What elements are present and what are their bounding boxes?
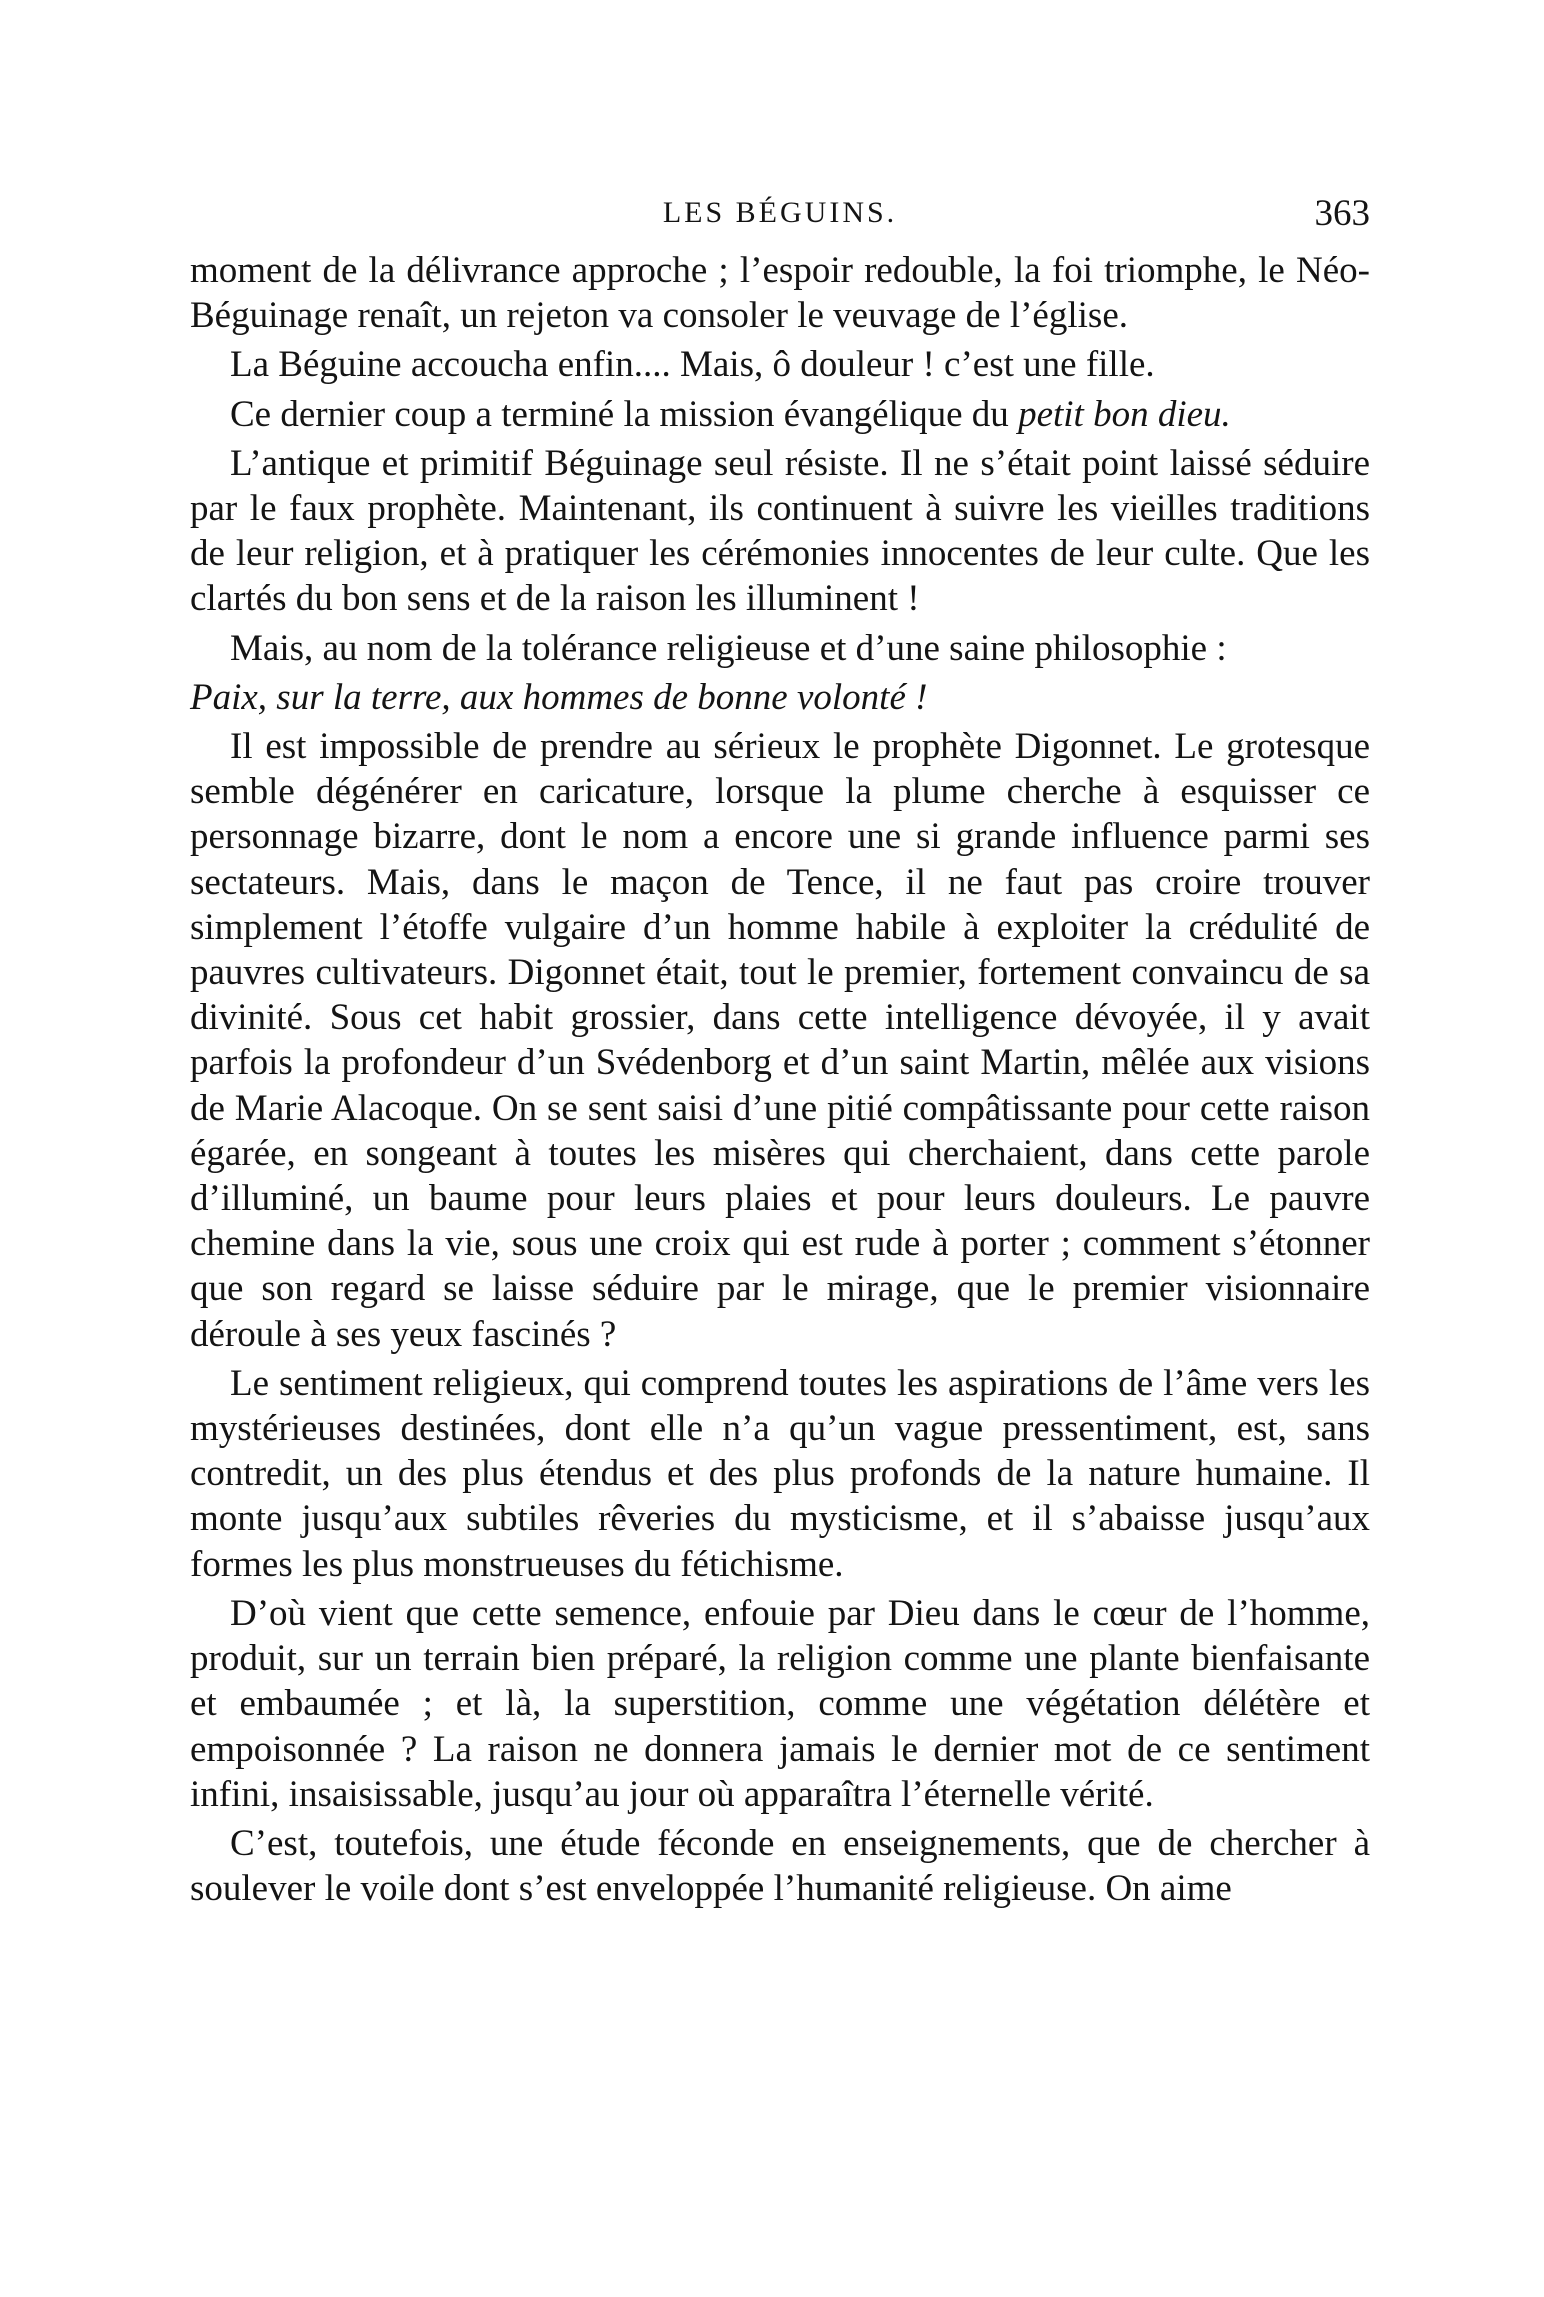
running-head — [190, 193, 1370, 246]
paragraph-6: Il est impossible de prendre au sérieux le prophète Digonnet. Le grotesque semble dégénérer en caricature, lorsque la plume cherche à esquisser ce personnage bizarre, dont le nom a encore une si grande influence parmi ses sectateurs. Mais, dans le maçon de Tence, il ne faut pas croire trouver simplement l’étoffe vulgaire d’un homme habile à exploiter la crédulité de pauvres cultivateurs. Digonnet était, tout le premier, fortement convaincu de sa divinité. Sous cet habit grossier, dans cette intelligence dévoyée, il y avait parfois la profondeur d’un Svédenborg et d’un saint Martin, mêlée aux visions de Marie Alacoque. On se sent saisi d’une pitié compâtissante pour cette raison égarée, en songeant à toutes les misères qui cherchaient, dans cette parole d’illuminé, un baume pour leurs plaies et pour leurs douleurs. Le pauvre chemine dans la vie, sous une croix qui est rude à porter ; comment s’étonner que son regard se laisse séduire par le mirage, que le premier visionnaire déroule à ses yeux fascinés ? — [190, 726, 1370, 1355]
running-title: LES BÉGUINS. — [662, 196, 898, 229]
page-number: 363 — [1314, 193, 1370, 234]
paragraph-3-emphasis: petit bon dieu. — [1018, 393, 1231, 435]
paragraph-9: C’est, toutefois, une étude féconde en enseignements, que de chercher à soulever le voile dont s’est enveloppée l’humanité religieuse. On aime — [190, 1822, 1370, 1910]
paragraph-4: L’antique et primitif Béguinage seul résiste. Il ne s’était point laissé séduire par le faux prophète. Maintenant, ils continuent à suivre les vieilles traditions de leur religion, et à pratiquer les cérémonies innocentes de leur culte. Que les clartés du bon sens et de la raison les illuminent ! — [190, 442, 1370, 620]
paragraph-7: Le sentiment religieux, qui comprend toutes les aspirations de l’âme vers les mystérieuses destinées, dont elle n’a qu’un vague pressentiment, est, sans contredit, un des plus étendus et des plus profonds de la nature humaine. Il monte jusqu’aux subtiles rêveries du mysticisme, et il s’abaisse jusqu’aux formes les plus monstrueuses du fétichisme. — [190, 1362, 1370, 1585]
quote-line: Paix, sur la terre, aux hommes de bonne volonté ! — [190, 676, 928, 718]
paragraph-8: D’où vient que cette semence, enfouie par Dieu dans le cœur de l’homme, produit, sur un terrain bien préparé, la religion comme une plante bienfaisante et embaumée ; et là, la superstition, comme une végétation délétère et empoisonnée ? La raison ne donnera jamais le dernier mot de ce sentiment infini, insaisissable, jusqu’au jour où apparaîtra l’éternelle vérité. — [190, 1592, 1370, 1815]
paragraph-5: Mais, au nom de la tolérance religieuse et d’une saine philosophie : — [230, 627, 1227, 669]
paragraph-3-text: Ce dernier coup a terminé la mission évangélique du — [230, 393, 1019, 435]
paragraph-2: La Béguine accoucha enfin.... Mais, ô douleur ! c’est une fille. — [230, 344, 1155, 386]
paragraph-3 — [190, 392, 1370, 437]
paragraph-1: moment de la délivrance approche ; l’espoir redouble, la foi triomphe, le Néo-Béguinage renaît, un rejeton va consoler le veuvage de l’église. — [190, 250, 1370, 337]
body-text — [190, 248, 1370, 1915]
